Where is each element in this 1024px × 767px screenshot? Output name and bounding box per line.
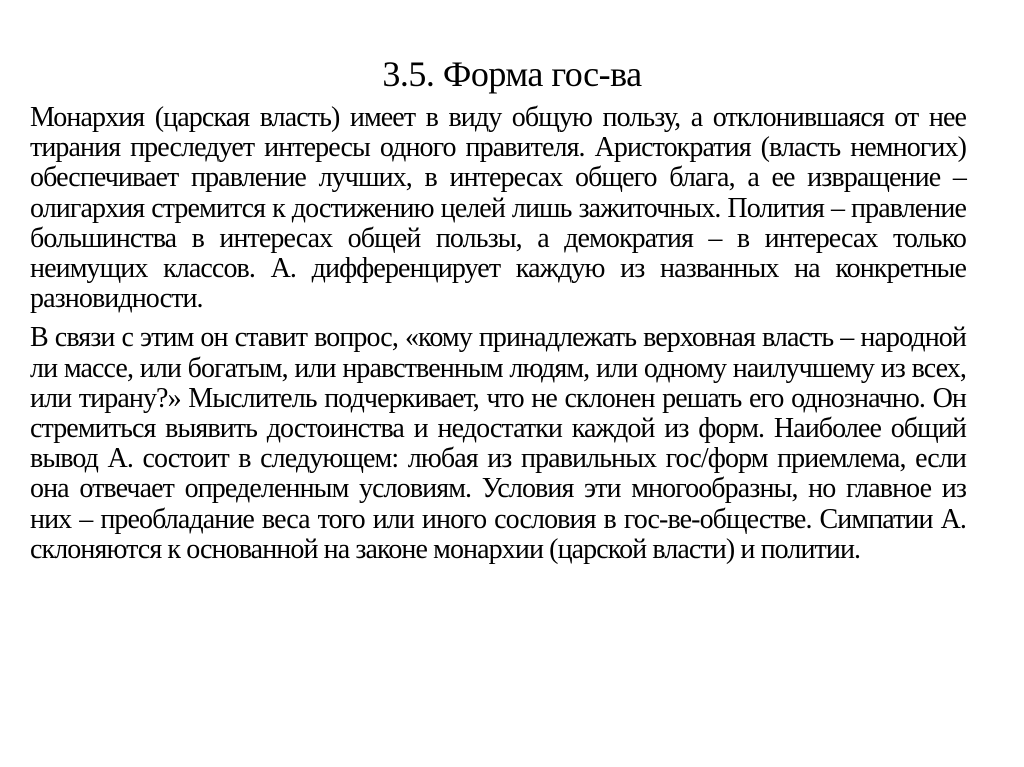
slide-body: [30, 103, 966, 565]
paragraph-forms-of-government: Монархия (царская власть) имеет в виду общую пользу, а отклонившаяся от нее тирания преследует интересы одного правителя. Аристократия (власть немногих) обеспечивает правление лучших, в интересах общего блага, а ее извращение – олигархия стремится к достижению целей лишь зажиточных. Полития – правление большинства в интересах общей пользы, а демократия – в интересах только неимущих классов. А. дифференцирует каждую из названных на конкретные разновидности.: [30, 102, 966, 315]
paragraph-supreme-power-question: В связи с этим он ставит вопрос, «кому принадлежать верховная власть – народной ли массе, или богатым, или нравственным людям, или одному наилучшему из всех, или тирану?» Мыслитель подчеркивает, что не склонен решать его однозначно. Он стремиться выявить достоинства и недостатки каждой из форм. Наиболее общий вывод А. состоит в следующем: любая из правильных гос/форм приемлема, если она отвечает определенным условиям. Условия эти многообразны, но главное из них – преобладание веса того или иного сословия в гос-ве-обществе. Симпатии А. склоняются к основанной на законе монархии (царской власти) и политии.: [30, 322, 966, 565]
slide-title: 3.5. Форма гос-ва: [382, 54, 642, 94]
